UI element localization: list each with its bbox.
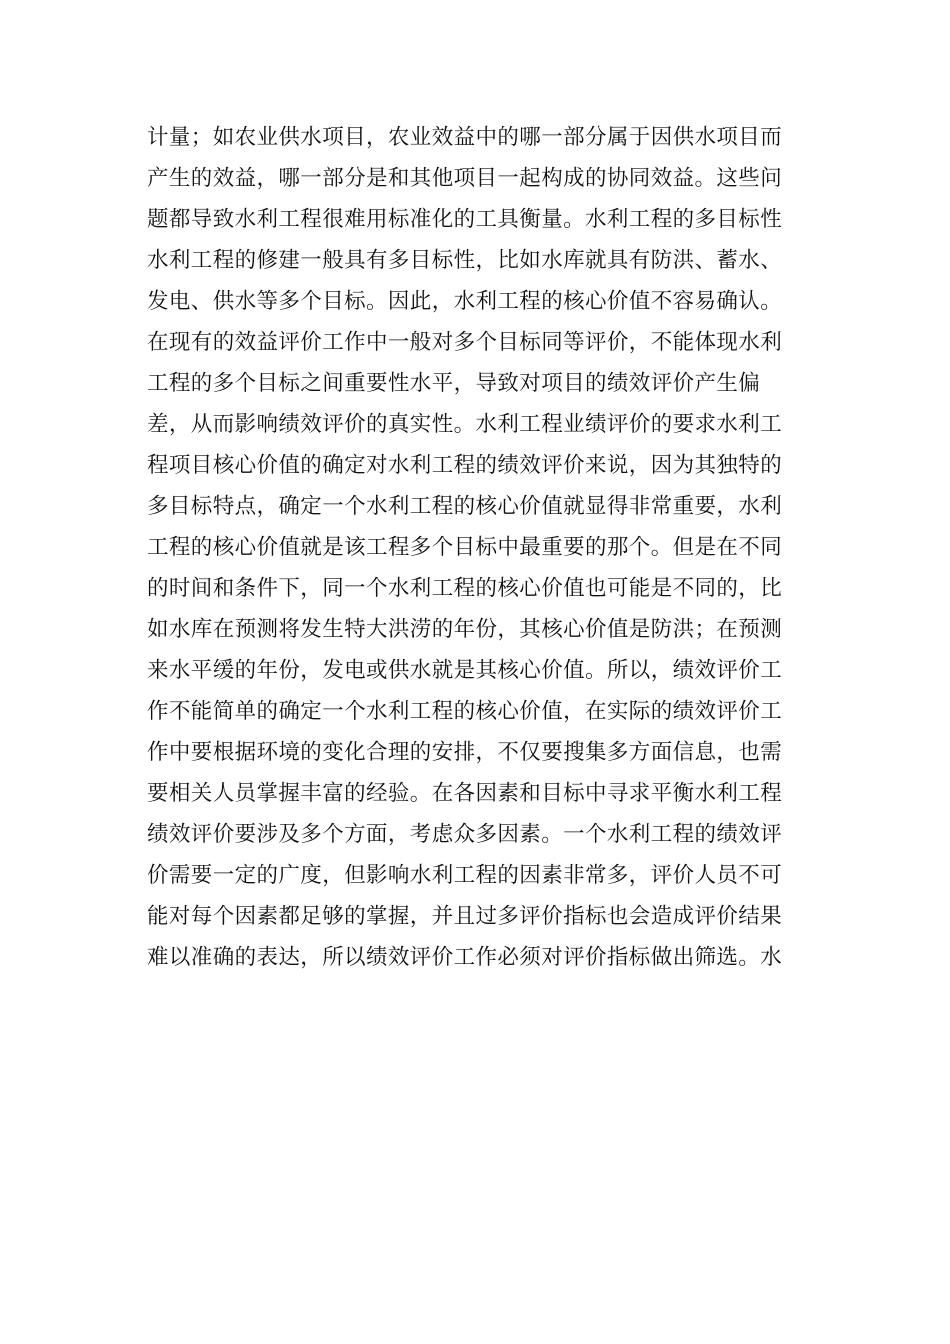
text-line: 的时间和条件下，同一个水利工程的核心价值也可能是不同的，比 xyxy=(147,576,783,601)
body-text xyxy=(147,117,807,978)
text-line: 工程的核心价值就是该工程多个目标中最重要的那个。但是在不同 xyxy=(147,535,783,560)
text-line: 多目标特点，确定一个水利工程的核心价值就显得非常重要，水利 xyxy=(147,494,783,519)
text-line: 工程的多个目标之间重要性水平，导致对项目的绩效评价产生偏 xyxy=(147,371,761,396)
text-line: 差，从而影响绩效评价的真实性。水利工程业绩评价的要求水利工 xyxy=(147,412,783,437)
text-line: 难以准确的表达，所以绩效评价工作必须对评价指标做出筛选。水 xyxy=(147,945,783,970)
text-line: 产生的效益，哪一部分是和其他项目一起构成的协同效益。这些问 xyxy=(147,166,783,191)
text-line: 程项目核心价值的确定对水利工程的绩效评价来说，因为其独特的 xyxy=(147,453,783,478)
text-line: 要相关人员掌握丰富的经验。在各因素和目标中寻求平衡水利工程 xyxy=(147,781,783,806)
text-line: 作不能简单的确定一个水利工程的核心价值，在实际的绩效评价工 xyxy=(147,699,783,724)
text-line: 如水库在预测将发生特大洪涝的年份，其核心价值是防洪；在预测 xyxy=(147,617,783,642)
text-line: 水利工程的修建一般具有多目标性，比如水库就具有防洪、蓄水、 xyxy=(147,248,783,273)
text-line: 作中要根据环境的变化合理的安排，不仅要搜集多方面信息，也需 xyxy=(147,740,783,765)
text-line: 计量；如农业供水项目，农业效益中的哪一部分属于因供水项目而 xyxy=(147,125,783,150)
text-line: 价需要一定的广度，但影响水利工程的因素非常多，评价人员不可 xyxy=(147,863,783,888)
text-line: 能对每个因素都足够的掌握，并且过多评价指标也会造成评价结果 xyxy=(147,904,783,929)
text-line: 发电、供水等多个目标。因此，水利工程的核心价值不容易确认。 xyxy=(147,289,783,314)
text-line: 在现有的效益评价工作中一般对多个目标同等评价，不能体现水利 xyxy=(147,330,783,355)
text-line: 题都导致水利工程很难用标准化的工具衡量。水利工程的多目标性 xyxy=(147,207,783,232)
text-line: 来水平缓的年份，发电或供水就是其核心价值。所以，绩效评价工 xyxy=(147,658,783,683)
text-line: 绩效评价要涉及多个方面，考虑众多因素。一个水利工程的绩效评 xyxy=(147,822,783,847)
